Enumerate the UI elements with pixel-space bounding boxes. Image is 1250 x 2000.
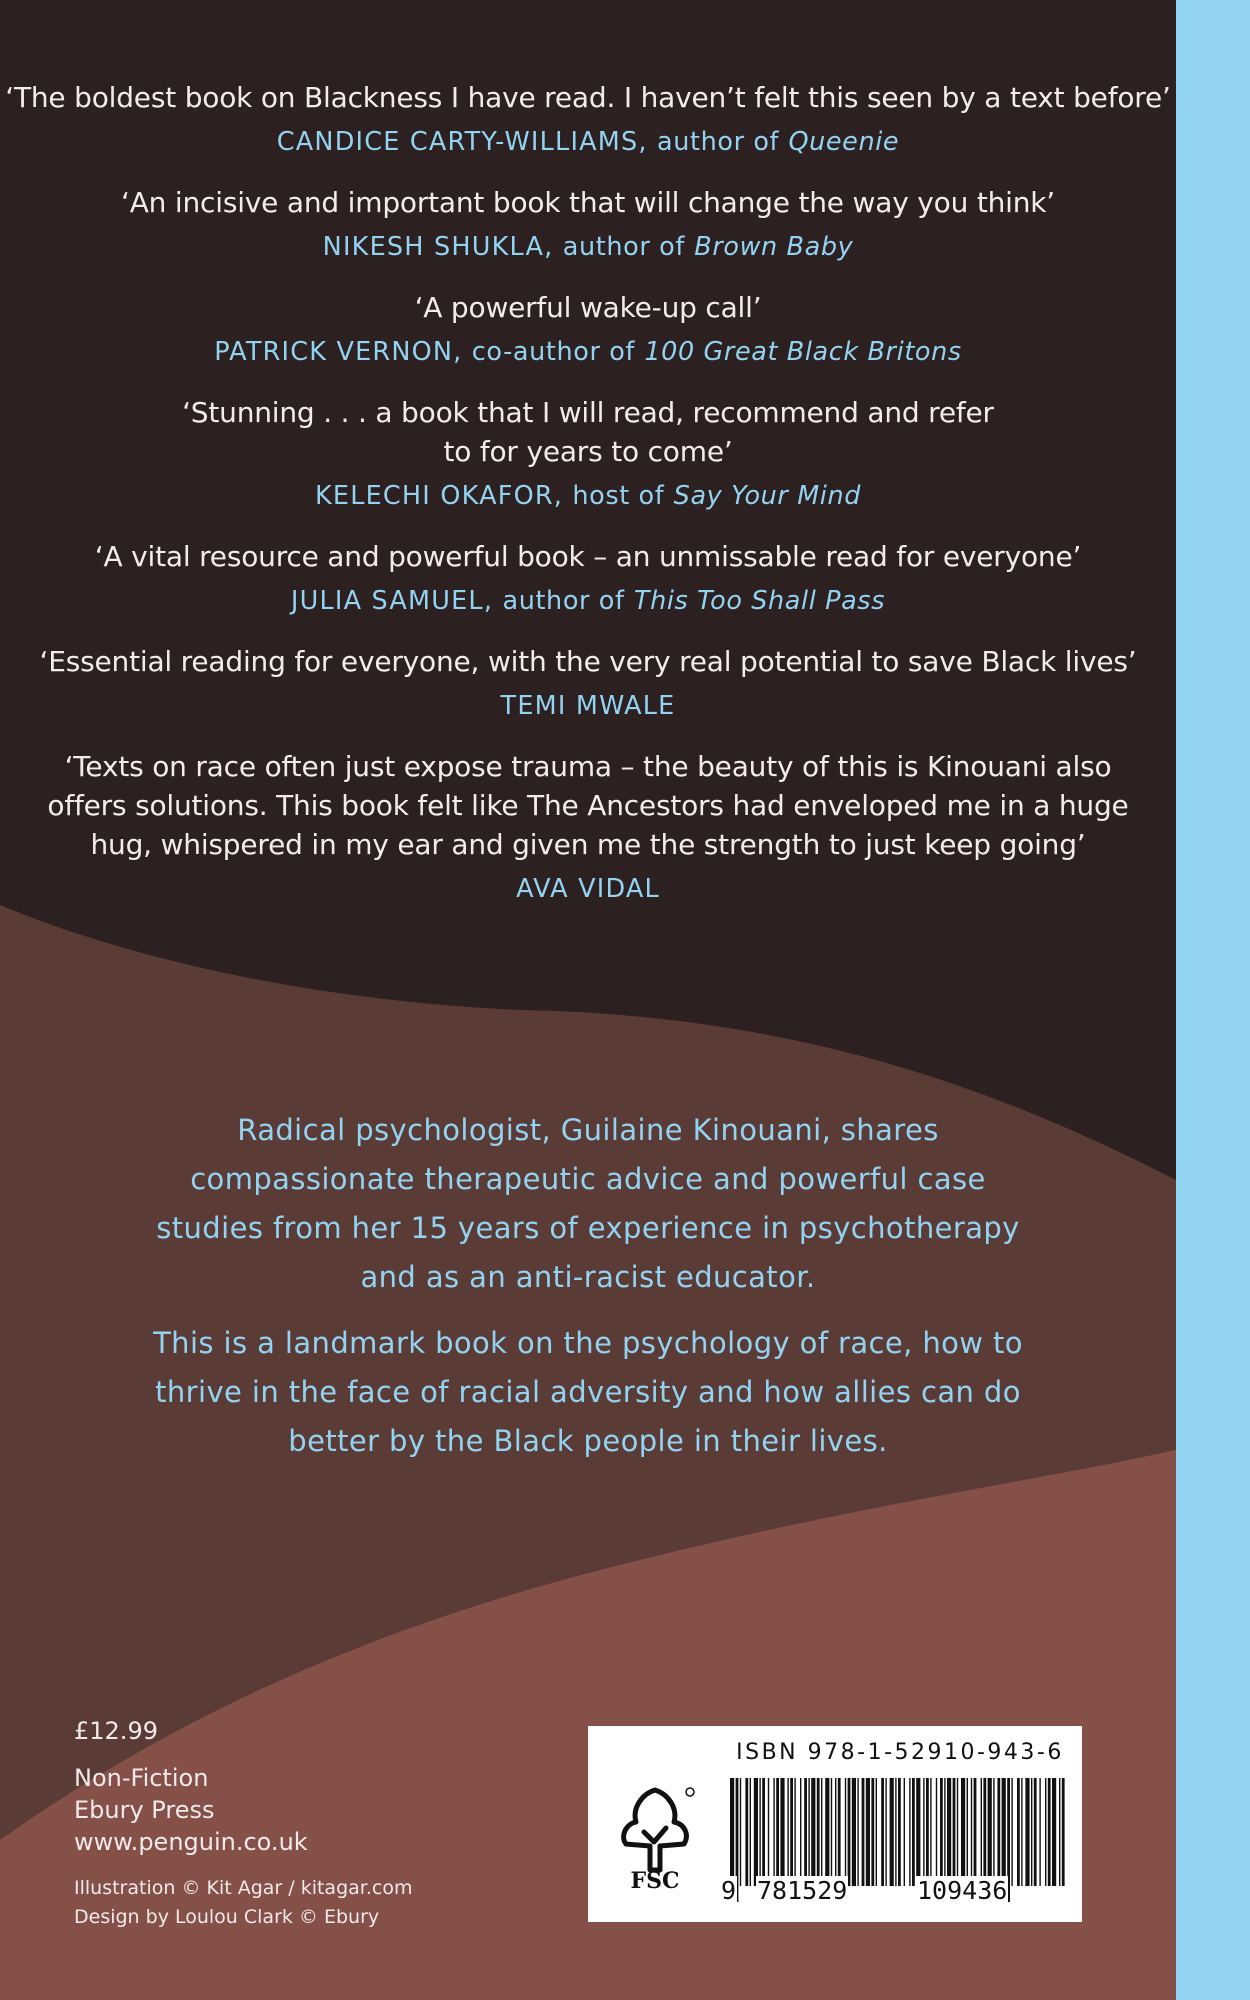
barcode-bar (787, 1778, 788, 1886)
reviewer-role: author of (562, 232, 685, 262)
barcode-bar (773, 1778, 774, 1886)
quote-text (0, 642, 1176, 681)
quote-line: ‘The boldest book on Blackness I have read. I haven’t felt this seen by a text before’ (5, 81, 1171, 114)
barcode-digit-group-2: 109436 (917, 1876, 1008, 1905)
barcode-bar (745, 1778, 748, 1886)
barcode-bar (871, 1778, 874, 1886)
fsc-label: FSC (630, 1868, 680, 1894)
quote-line: ‘Stunning . . . a book that I will read, recommend and refer (182, 396, 994, 429)
quote-line: to for years to come’ (443, 435, 733, 468)
reviewer-name: PATRICK VERNON, (214, 337, 463, 367)
barcode-bar (971, 1778, 972, 1886)
barcode-bar (835, 1778, 836, 1886)
barcode-bar (768, 1778, 769, 1886)
barcode-bar (923, 1778, 924, 1886)
barcode-bar (988, 1778, 992, 1886)
barcode-bar (776, 1778, 779, 1886)
barcode-bar (890, 1778, 894, 1886)
review-quote (0, 393, 1176, 513)
publication-info (74, 1762, 308, 1858)
barcode-digits (720, 1876, 1076, 1916)
quote-attribution (0, 230, 1176, 264)
reviewer-name: AVA VIDAL (516, 874, 660, 904)
blurb-line: Radical psychologist, Guilaine Kinouani, shares (237, 1113, 939, 1147)
barcode-bar (762, 1778, 765, 1886)
barcode-bar (780, 1778, 784, 1886)
quote-attribution (0, 689, 1176, 723)
barcode-bar (852, 1778, 856, 1886)
barcode-bar (811, 1778, 815, 1886)
barcode-bar (825, 1778, 829, 1886)
barcode-bar (1017, 1778, 1020, 1886)
quote-text (0, 288, 1176, 327)
publisher: Ebury Press (74, 1796, 215, 1824)
review-quote (0, 288, 1176, 369)
quote-line: hug, whispered in my ear and given me the strength to just keep going’ (90, 828, 1086, 861)
quote-line: offers solutions. This book felt like The Ancestors had enveloped me in a huge (47, 789, 1129, 822)
barcode-bar (916, 1778, 920, 1886)
barcode-bar (930, 1778, 931, 1886)
barcode-bar (974, 1778, 977, 1886)
reviewer-role: author of (502, 586, 625, 616)
barcode-digit-group-1: 781529 (757, 1876, 848, 1905)
blurb-line: compassionate therapeutic advice and powerful case (190, 1162, 986, 1196)
barcode-bar (740, 1778, 741, 1886)
quote-attribution (0, 335, 1176, 369)
spine-edge (1176, 0, 1250, 2000)
review-quote (0, 183, 1176, 264)
barcode-bar (926, 1778, 929, 1886)
quote-attribution (0, 872, 1176, 906)
quote-line: ‘A vital resource and powerful book – an unmissable read for everyone’ (94, 540, 1082, 573)
blurb-paragraph-1 (90, 1106, 1086, 1302)
barcode-bar (909, 1778, 910, 1886)
barcode-bar (881, 1778, 884, 1886)
quote-attribution (0, 125, 1176, 159)
blurb-line: studies from her 15 years of experience in psychotherapy (156, 1211, 1020, 1245)
barcode-bar (944, 1778, 945, 1886)
barcode-bar (983, 1778, 986, 1886)
barcode-bar (957, 1778, 958, 1886)
barcode-bar (1062, 1778, 1065, 1886)
barcode-bar (821, 1778, 822, 1886)
review-quotes (0, 78, 1176, 930)
quote-line: ‘Essential reading for everyone, with the very real potential to save Black lives’ (39, 645, 1137, 678)
barcode-bar (831, 1778, 832, 1886)
review-quote (0, 537, 1176, 618)
barcode-bar (845, 1778, 846, 1886)
barcode-bar (1011, 1778, 1012, 1886)
barcode-bar (800, 1778, 801, 1886)
quote-attribution (0, 479, 1176, 513)
barcode-bar (1034, 1778, 1037, 1886)
barcode-bar (898, 1778, 901, 1886)
blurb-paragraph-2 (90, 1319, 1086, 1466)
barcode-bar (885, 1778, 886, 1886)
blurb-line: This is a landmark book on the psychology of race, how to (153, 1326, 1023, 1360)
barcode-bar (838, 1778, 841, 1886)
barcode-bar (808, 1778, 809, 1886)
barcode-bar (1045, 1778, 1046, 1886)
illustration-credit: Illustration © Kit Agar / kitagar.com (74, 1877, 413, 1899)
barcode-bar (997, 1778, 1000, 1886)
barcode-bar (940, 1778, 943, 1886)
barcode-bar (759, 1778, 760, 1886)
quote-text (0, 78, 1176, 117)
barcode-bar (967, 1778, 968, 1886)
barcode-bar (1021, 1778, 1022, 1886)
quote-text (0, 183, 1176, 222)
barcode-bar (1059, 1778, 1060, 1886)
quote-text (0, 393, 1176, 471)
reviewer-name: NIKESH SHUKLA, (322, 232, 554, 262)
barcode-bar (1025, 1778, 1029, 1886)
barcode-bar (895, 1778, 896, 1886)
blurb-line: better by the Black people in their lives. (288, 1424, 888, 1458)
barcode-bar (862, 1778, 865, 1886)
barcode-bar (1052, 1778, 1056, 1886)
review-quote (0, 747, 1176, 906)
barcode-bar (817, 1778, 820, 1886)
barcode-bar (993, 1778, 994, 1886)
quote-line: ‘A powerful wake-up call’ (414, 291, 762, 324)
barcode-bar (794, 1778, 795, 1886)
reviewer-name: JULIA SAMUEL, (290, 586, 494, 616)
reviewer-name: CANDICE CARTY-WILLIAMS, (276, 127, 648, 157)
quote-text (0, 747, 1176, 864)
barcode-bar (981, 1778, 982, 1886)
barcode-bar (947, 1778, 951, 1886)
barcode-bar (936, 1778, 937, 1886)
isbn-label: ISBN 978-1-52910-943-6 (736, 1740, 1064, 1765)
reviewer-work-title: Queenie (788, 127, 900, 157)
barcode-bar (848, 1778, 851, 1886)
barcode-bar (904, 1778, 905, 1886)
reviewer-work-title: This Too Shall Pass (633, 586, 886, 616)
barcode-bar (866, 1778, 870, 1886)
quote-attribution (0, 584, 1176, 618)
barcode-bar (750, 1778, 751, 1886)
barcode-bar (876, 1778, 877, 1886)
barcode-bar (857, 1778, 858, 1886)
barcode-bar (1031, 1778, 1032, 1886)
reviewer-work-title: Brown Baby (694, 232, 854, 262)
reviewer-name: TEMI MWALE (500, 691, 676, 721)
reviewer-role: host of (572, 481, 665, 511)
reviewer-role: author of (657, 127, 780, 157)
blurb-line: and as an anti-racist educator. (360, 1260, 816, 1294)
barcode-bar (790, 1778, 793, 1886)
barcode-bar (754, 1778, 758, 1886)
barcode-bar (953, 1778, 956, 1886)
barcode-bar (1048, 1778, 1051, 1886)
quote-line: ‘An incisive and important book that will change the way you think’ (121, 186, 1055, 219)
review-quote (0, 642, 1176, 723)
barcode-bar (961, 1778, 965, 1886)
quote-line: ‘Texts on race often just expose trauma – the beauty of this is Kinouani also (64, 750, 1112, 783)
credits (74, 1874, 412, 1932)
reviewer-role: co-author of (471, 337, 636, 367)
review-quote (0, 78, 1176, 159)
website: www.penguin.co.uk (74, 1828, 308, 1856)
quote-text (0, 537, 1176, 576)
reviewer-work-title: Say Your Mind (673, 481, 862, 511)
barcode-digit-first: 9 (721, 1876, 737, 1905)
category: Non-Fiction (74, 1764, 209, 1792)
barcode-bar (804, 1778, 807, 1886)
design-credit: Design by Loulou Clark © Ebury (74, 1906, 380, 1928)
reviewer-work-title: 100 Great Black Britons (644, 337, 962, 367)
price: £12.99 (74, 1717, 158, 1745)
blurb-line: thrive in the face of racial adversity and how allies can do (155, 1375, 1021, 1409)
barcode-bar (1039, 1778, 1040, 1886)
barcode-panel (588, 1726, 1082, 1922)
barcode-bar (912, 1778, 915, 1886)
reviewer-name: KELECHI OKAFOR, (314, 481, 564, 511)
